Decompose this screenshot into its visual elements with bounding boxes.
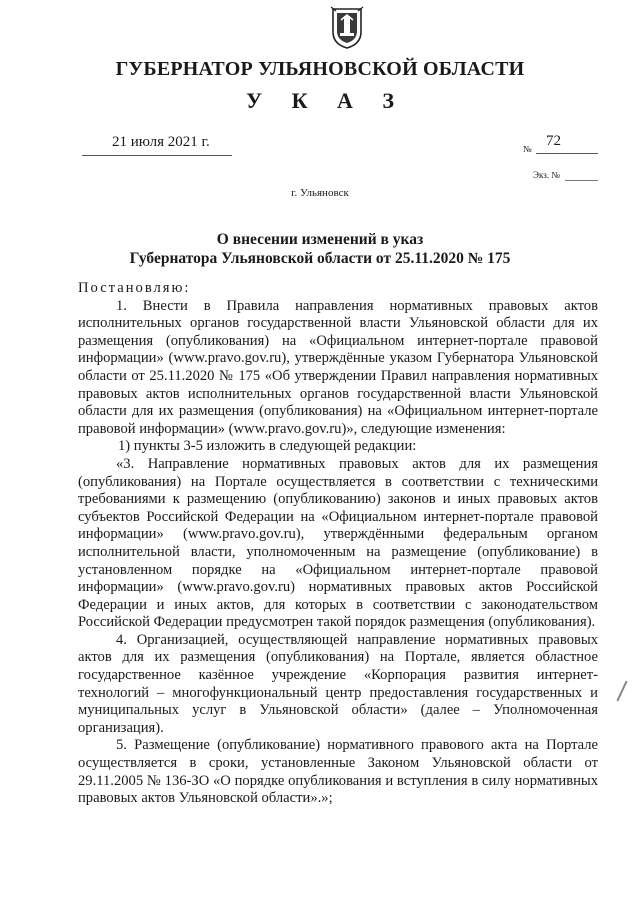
scan-artifact <box>616 681 627 702</box>
subject-line-1: О внесении изменений в указ <box>216 231 424 248</box>
decree-subject <box>0 230 640 268</box>
document-type: У К А З <box>245 88 407 113</box>
city: г. Ульяновск <box>291 187 349 199</box>
copy-number-label: Экз. № <box>533 170 560 180</box>
paragraph-point-5: 5. Размещение (опубликование) нормативного правового акта на Портале осуществляется в сроки, установленные Законом Ульяновской области от 29.11.2005 № 136-ЗО «О порядке опубликования и вступления в силу нормативных правовых актов Ульяновской области».»; <box>78 737 598 807</box>
paragraph-1: 1. Внести в Правила направления нормативных правовых актов исполнительных органов государственной власти Ульяновской области для их размещения (опубликования) на «Официальном интернет-портале правовой информации» (www.pravo.gov.ru), утверждённые указом Губернатора Ульяновской области от 25.11.2020 № 175 «Об утверждении Правил направления нормативных правовых актов исполнительных органов государственной власти Ульяновской области для их размещения (опубликования) на «Официальном интернет-портале правовой информации» (www.pravo.gov.ru)», следующие изменения: <box>78 297 598 437</box>
decree-number: 72 <box>546 133 561 149</box>
decree-body <box>78 280 598 808</box>
paragraph-item-1: 1) пункты 3-5 изложить в следующей редакции: <box>118 438 417 455</box>
paragraph-point-4: 4. Организацией, осуществляющей направление нормативных правовых актов для их размещения (опубликования) на Портале, является областное государственное казённое учреждение «Корпорация развития интернет-технологий – многофункциональный центр предоставления государственных и муниципальных услуг в Ульяновской области» (далее – Уполномоченная организация). <box>78 631 598 736</box>
number-label: № <box>523 144 532 154</box>
authority-title: ГУБЕРНАТОР УЛЬЯНОВСКОЙ ОБЛАСТИ <box>115 58 525 80</box>
coat-of-arms-emblem <box>330 6 364 50</box>
date-underline <box>82 155 232 156</box>
number-underline <box>536 153 598 154</box>
copy-number-underline <box>565 180 598 181</box>
subject-line-2: Губернатора Ульяновской области от 25.11.2020 № 175 <box>129 250 511 267</box>
postanovlyayu: Постановляю: <box>78 280 191 296</box>
decree-date: 21 июля 2021 г. <box>112 134 210 150</box>
paragraph-point-3: «3. Направление нормативных правовых актов для их размещения (опубликования) на Портале осуществляется в соответствии с техническими требованиями к размещению (опубликованию) законов и иных правовых актов субъектов Российской Федерации на «Официальном интернет-портале правовой информации» (www.pravo.gov.ru), утверждёнными федеральным органом исполнительной власти, уполномоченным на размещение (опубликование) в установленном порядке на «Официальном интернет-портале правовой информации» (www.pravo.gov.ru) нормативных правовых актов Российской Федерации и иных актов, для которых в соответствии с законодательством Российской Федерации предусмотрен такой порядок размещения (опубликования). <box>78 455 598 631</box>
